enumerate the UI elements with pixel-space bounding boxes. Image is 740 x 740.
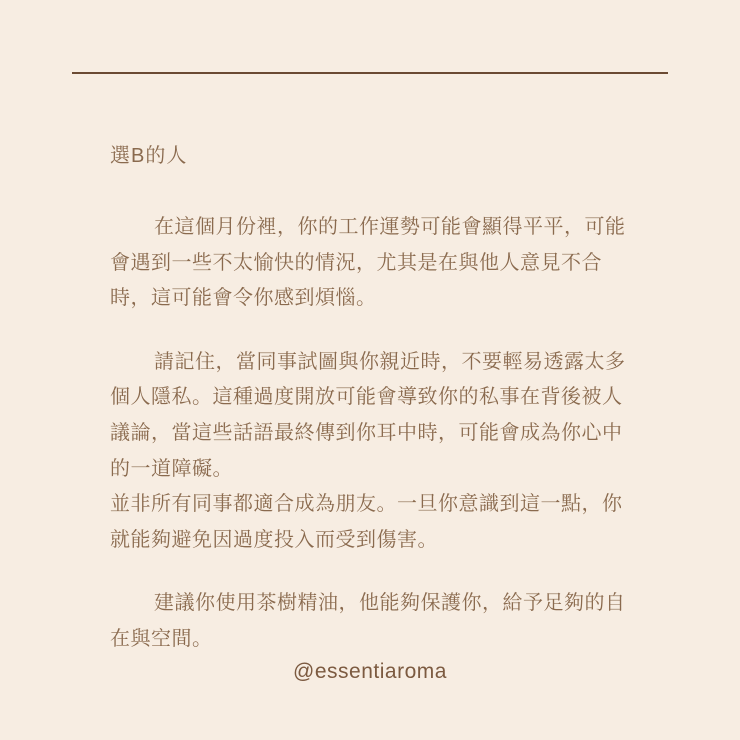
top-divider — [72, 72, 668, 74]
document-content — [110, 140, 630, 686]
paragraph-3: 建議你使用茶樹精油，他能夠保護你，給予足夠的自在與空間。 — [110, 592, 626, 650]
paragraph-2-continuation: 並非所有同事都適合成為朋友。一旦你意識到這一點，你就能夠避免因過度投入而受到傷害。 — [110, 493, 623, 551]
paragraph-2 — [110, 345, 630, 559]
account-handle: @essentiaroma — [293, 660, 447, 683]
page-title: 選B的人 — [110, 145, 188, 167]
paragraph-2-text: 請記住，當同事試圖與你親近時，不要輕易透露太多個人隱私。這種過度開放可能會導致你的私事在背後被人議論，當這些話語最終傳到你耳中時，可能會成為你心中的一道障礙。 — [110, 350, 626, 480]
paragraph-1: 在這個月份裡，你的工作運勢可能會顯得平平，可能會遇到一些不太愉快的情況，尤其是在與他人意見不合時，這可能會令你感到煩惱。 — [110, 216, 626, 310]
